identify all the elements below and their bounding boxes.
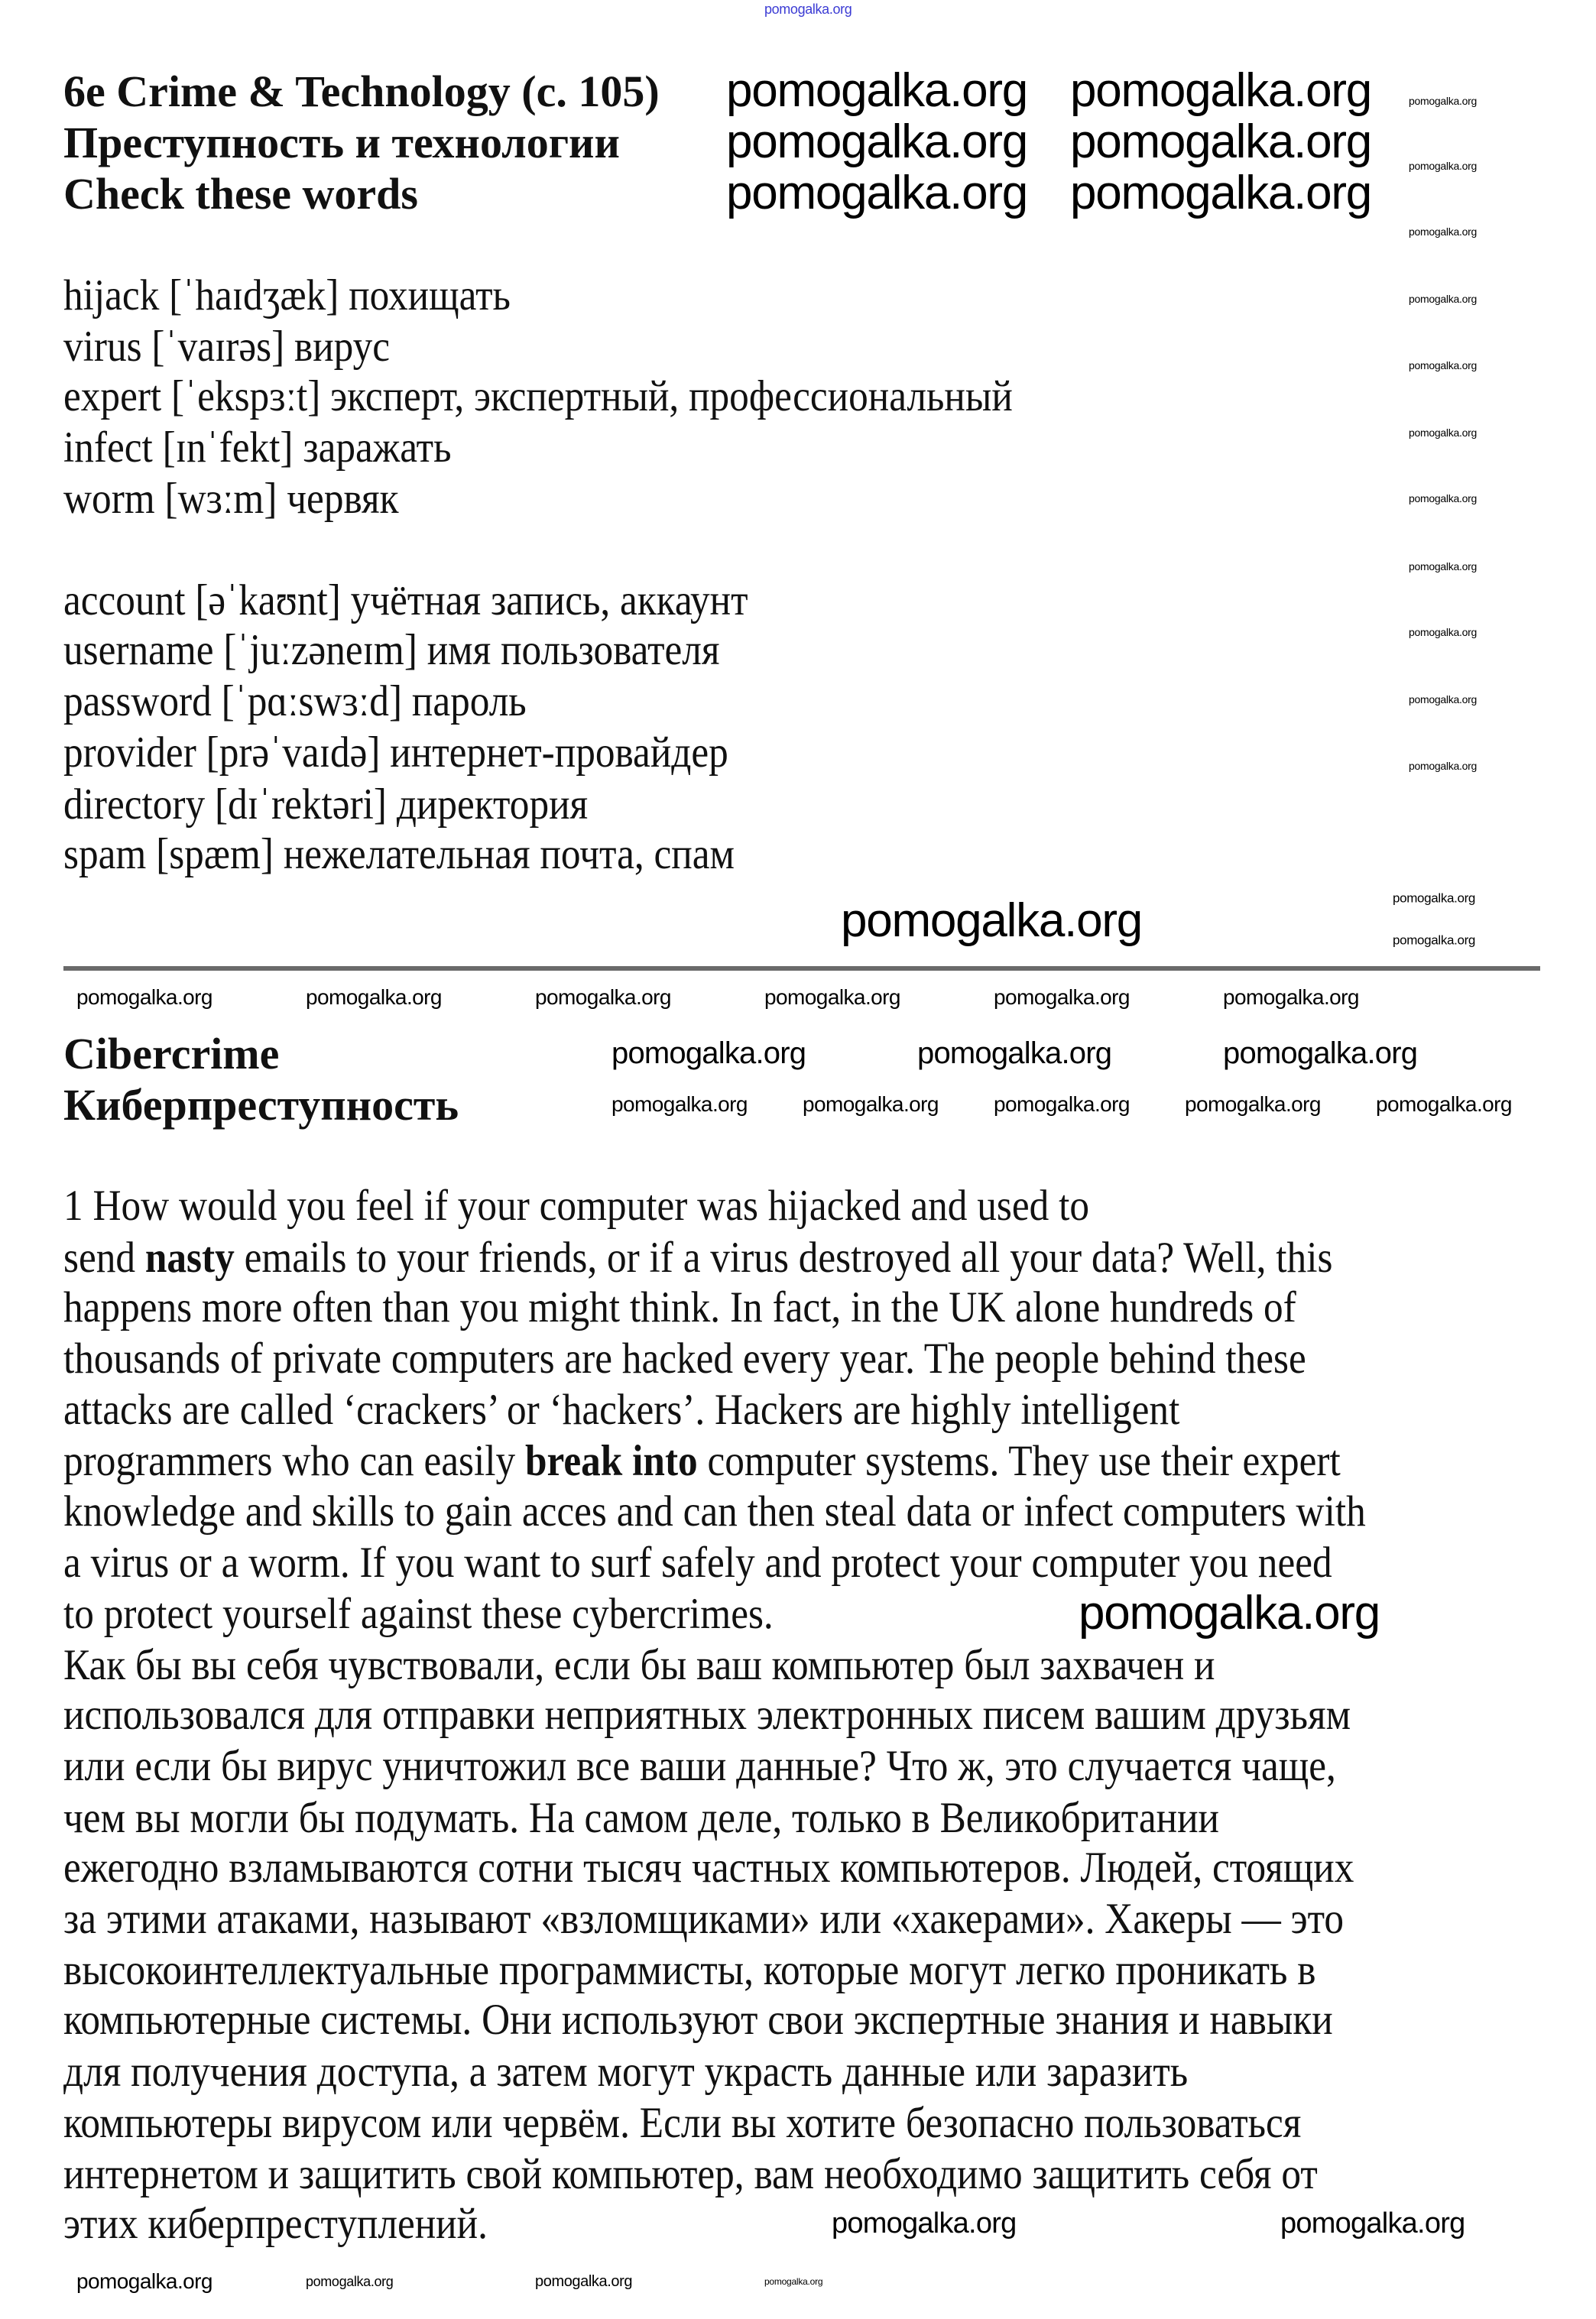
watermark: pomogalka.org: [76, 985, 212, 1009]
vocabulary-item: directory [dɪˈrektəri] директория: [63, 780, 589, 829]
watermark: pomogalka.org: [726, 115, 1028, 168]
watermark: pomogalka.org: [1223, 985, 1359, 1009]
paragraph-line-en: [63, 1180, 1089, 1231]
watermark: pomogalka.org: [1280, 2207, 1465, 2240]
watermark: pomogalka.org: [1393, 890, 1476, 906]
paragraph-line-ru: для получения доступа, а затем могут украсть данные или заразить: [63, 2048, 1189, 2096]
watermark: pomogalka.org: [726, 167, 1028, 219]
watermark: pomogalka.org: [841, 894, 1143, 947]
watermark: pomogalka.org: [1409, 427, 1477, 439]
line-text: to protect yourself against these cybercrimes.: [63, 1590, 774, 1638]
bold-term: nasty: [144, 1234, 235, 1282]
bold-term: break into: [525, 1437, 698, 1485]
watermark: pomogalka.org: [803, 1092, 939, 1116]
paragraph-line-ru: ежегодно взламываются сотни тысяч частных компьютеров. Людей, стоящих: [63, 1844, 1354, 1892]
watermark: pomogalka.org: [1409, 225, 1477, 238]
watermark: pomogalka.org: [1409, 160, 1477, 172]
watermark: pomogalka.org: [1223, 1036, 1418, 1070]
watermark: pomogalka.org: [1409, 560, 1477, 572]
watermark: pomogalka.org: [1070, 167, 1372, 219]
watermark: pomogalka.org: [1409, 293, 1477, 305]
paragraph-line-ru: чем вы могли бы подумать. На самом деле, только в Великобритании: [63, 1794, 1219, 1842]
paragraph-line-en: [63, 1333, 1306, 1384]
vocabulary-item: worm [wɜːm] червяк: [63, 475, 399, 523]
watermark: pomogalka.org: [1079, 1587, 1380, 1640]
page-title: 6e Crime & Technology (c. 105): [63, 66, 660, 116]
vocabulary-item: password [ˈpɑːswɜːd] пароль: [63, 677, 527, 725]
watermark: pomogalka.org: [76, 2269, 212, 2293]
paragraph-line-ru: компьютерные системы. Они используют свои экспертные знания и навыки: [63, 1996, 1333, 2044]
vocabulary-item: infect [ɪnˈfekt] заражать: [63, 423, 452, 472]
paragraph-line-ru: интернетом и защитить свой компьютер, вам необходимо защитить себя от: [63, 2150, 1318, 2198]
line-text: knowledge and skills to gain acces and can then steal data or infect computers with: [63, 1487, 1366, 1536]
watermark: pomogalka.org: [917, 1036, 1112, 1070]
vocabulary-item: hijack [ˈhaɪdʒæk] похищать: [63, 271, 511, 319]
paragraph-line-en: [63, 1384, 1179, 1435]
line-text: a virus or a worm. If you want to surf safely and protect your computer you need: [63, 1539, 1332, 1587]
watermark: pomogalka.org: [764, 2, 852, 17]
paragraph-line-ru: высокоинтеллектуальные программисты, которые могут легко проникать в: [63, 1946, 1316, 1994]
line-text: send: [63, 1234, 145, 1282]
watermark: pomogalka.org: [1409, 359, 1477, 371]
paragraph-line-en: [63, 1486, 1366, 1537]
watermark: pomogalka.org: [1409, 626, 1477, 638]
watermark: pomogalka.org: [1409, 693, 1477, 705]
paragraph-line-ru: за этими атаками, называют «взломщиками» или «хакерами». Хакеры — это: [63, 1895, 1345, 1943]
paragraph-line-en: [63, 1232, 1332, 1283]
watermark: pomogalka.org: [726, 64, 1028, 117]
line-text: attacks are called ‘crackers’ or ‘hackers’. Hackers are highly intelligent: [63, 1386, 1180, 1434]
watermark: pomogalka.org: [994, 1092, 1130, 1116]
paragraph-line-ru: или если бы вирус уничтожил все ваши данные? Что ж, это случается чаще,: [63, 1742, 1336, 1790]
paragraph-line-en: [63, 1435, 1341, 1487]
paragraph-line-ru: этих киберпреступлений.: [63, 2200, 488, 2248]
watermark: pomogalka.org: [994, 985, 1130, 1009]
watermark: pomogalka.org: [1070, 115, 1372, 168]
watermark: pomogalka.org: [535, 2273, 633, 2290]
vocabulary-item: virus [ˈvaɪrəs] вирус: [63, 323, 391, 371]
watermark: pomogalka.org: [1393, 932, 1476, 948]
vocabulary-item: expert [ˈekspɜːt] эксперт, экспертный, профессиональный: [63, 372, 1013, 420]
watermark: pomogalka.org: [1185, 1092, 1321, 1116]
watermark: pomogalka.org: [1409, 492, 1477, 504]
check-words-heading: Check these words: [63, 169, 418, 219]
line-text: programmers who can easily: [63, 1437, 526, 1485]
paragraph-line-ru: компьютеры вирусом или червём. Если вы хотите безопасно пользоваться: [63, 2099, 1302, 2147]
watermark: pomogalka.org: [535, 985, 671, 1009]
watermark: pomogalka.org: [1409, 760, 1477, 772]
watermark: pomogalka.org: [611, 1092, 748, 1116]
paragraph-line-en: [63, 1588, 774, 1640]
section-title: Cibercrime: [63, 1029, 280, 1078]
section-title-ru: Киберпреступность: [63, 1080, 459, 1130]
watermark: pomogalka.org: [764, 985, 900, 1009]
watermark: pomogalka.org: [764, 2276, 823, 2287]
line-text: thousands of private computers are hacked every year. The people behind these: [63, 1335, 1306, 1383]
paragraph-line-en: [63, 1282, 1296, 1333]
page-subtitle-ru: Преступность и технологии: [63, 118, 620, 167]
watermark: pomogalka.org: [1409, 95, 1477, 107]
paragraph-line-ru: Как бы вы себя чувствовали, если бы ваш компьютер был захвачен и: [63, 1641, 1215, 1689]
watermark: pomogalka.org: [1070, 64, 1372, 117]
paragraph-line-en: [63, 1537, 1332, 1588]
vocabulary-item: account [əˈkaʊnt] учётная запись, аккаунт: [63, 576, 748, 624]
vocabulary-item: spam [spæm] нежелательная почта, спам: [63, 830, 735, 878]
line-text: emails to your friends, or if a virus destroyed all your data? Well, this: [234, 1234, 1333, 1282]
watermark: pomogalka.org: [1376, 1092, 1512, 1116]
watermark: pomogalka.org: [306, 985, 442, 1009]
watermark: pomogalka.org: [832, 2207, 1017, 2240]
watermark: pomogalka.org: [611, 1036, 806, 1070]
line-text: 1 How would you feel if your computer was hijacked and used to: [63, 1182, 1090, 1230]
watermark: pomogalka.org: [306, 2274, 394, 2289]
line-text: computer systems. They use their expert: [697, 1437, 1341, 1485]
line-text: happens more often than you might think. In fact, in the UK alone hundreds of: [63, 1283, 1296, 1331]
paragraph-line-ru: использовался для отправки неприятных электронных писем вашим друзьям: [63, 1691, 1351, 1739]
divider: [63, 966, 1540, 971]
vocabulary-item: username [ˈjuːzəneɪm] имя пользователя: [63, 626, 720, 674]
vocabulary-item: provider [prəˈvaɪdə] интернет-провайдер: [63, 728, 728, 777]
